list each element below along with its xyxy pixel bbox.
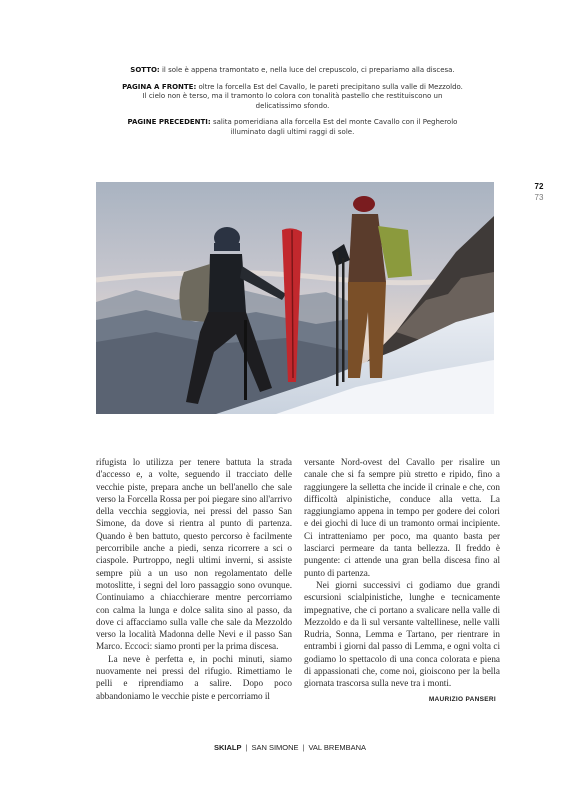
- paragraph: rifugista lo utilizza per tenere battuta la strada d'accesso e, a volte, seguendo il tracciato delle vecchie piste, prepara anche un bell'anello che sale verso la Forcella Rossa per poi piegare sino all'arrivo della vecchia seggiovia, nei pressi del passo San Simone, da dove si rientra al punto di partenza. Quando è ben battuto, questo percorso è facilmente percorribile anche a piedi, senza ricorrere a sci o ciaspole. Purtroppo, negli ultimi inverni, si assiste sempre più a un uso non regolamentato delle motoslitte, i segni del loro passaggio sono ovunque. Continuiamo a chiacchierare mentre percorriamo con calma la lunga e dolce salita sino al passo, da dove ci affacciamo sulla valle che sale da Mezzoldo verso la località Madonna delle Nevi e il passo San Marco. Eccoci: siamo pronti per la prima discesa.: [96, 457, 292, 652]
- magazine-name: SKIALP: [213, 743, 242, 752]
- page-numbers: [528, 181, 550, 203]
- caption-text: oltre la forcella Est del Cavallo, le pareti precipitano sulla valle di Mezzoldo. Il cielo non è terso, ma il tramonto lo colora con tonalità pastello che restituiscono un delicatissimo sfondo.: [142, 82, 463, 110]
- caption-label: SOTTO:: [130, 66, 160, 74]
- running-footer: [0, 743, 580, 752]
- paragraph: versante Nord-ovest del Cavallo per risalire un canale che si fa sempre più stretto e ripido, fino a raggiungere la selletta che incide il crinale e che, con difficoltà alpinistiche, conduce alla vetta. La raggiungiamo appena in tempo per godere dei colori e dei giochi di luce di un tramonto ormai incipiente. Ci intratteniamo per poco, ma quanto basta per lasciarci permeare da tanta bellezza. Il freddo è pungente: ci attende una gran bella discesa fino al punto di partenza.: [304, 457, 500, 578]
- caption-previous-pages: [120, 118, 465, 137]
- article-column-right: [304, 456, 500, 690]
- footer-separator: |: [245, 743, 248, 752]
- footer-separator: |: [302, 743, 305, 752]
- caption-text: salita pomeridiana alla forcella Est del monte Cavallo con il Pegherolo illuminato dagli ultimi raggi di sole.: [210, 118, 458, 136]
- caption-label: PAGINE PRECEDENTI:: [127, 118, 211, 127]
- article-column-left: [96, 456, 292, 702]
- caption-label: PAGINA A FRONTE:: [122, 82, 197, 91]
- current-page-number: 72: [534, 182, 544, 191]
- caption-facing-page: [120, 83, 465, 112]
- caption-below: [120, 66, 465, 76]
- footer-section: VAL BREMBANA: [308, 743, 367, 752]
- photo-captions: [120, 66, 465, 145]
- caption-text: il sole è appena tramontato e, nella luce del crepuscolo, ci prepariamo alla discesa.: [159, 66, 455, 74]
- footer-section: SAN SIMONE: [251, 743, 299, 752]
- skiers-photo: [96, 182, 494, 414]
- facing-page-number: 73: [534, 193, 544, 202]
- paragraph: Nei giorni successivi ci godiamo due grandi escursioni scialpinistiche, lunghe e tecnicamente impegnative, che ci portano a svalicare nella valle di Mezzoldo e da lì sul versante valtellinese, nelle valli Rudria, Sonna, Lemma e Tartano, per rientrare in entrambi i giorni dal passo di Lemma, e ogni volta ci godiamo lo spettacolo di una conca colorata e piena di appassionati che, come noi, gioiscono per la bella giornata trascorsa sulla neve tra i monti.: [304, 579, 500, 689]
- paragraph: La neve è perfetta e, in pochi minuti, siamo nuovamente nei pressi del rifugio. Rimettiamo le pelli e riprendiamo a salire. Dopo poco abbandoniamo le vecchie piste e percorriamo il: [96, 653, 292, 701]
- author-signature: MAURIZIO PANSERI: [428, 696, 496, 703]
